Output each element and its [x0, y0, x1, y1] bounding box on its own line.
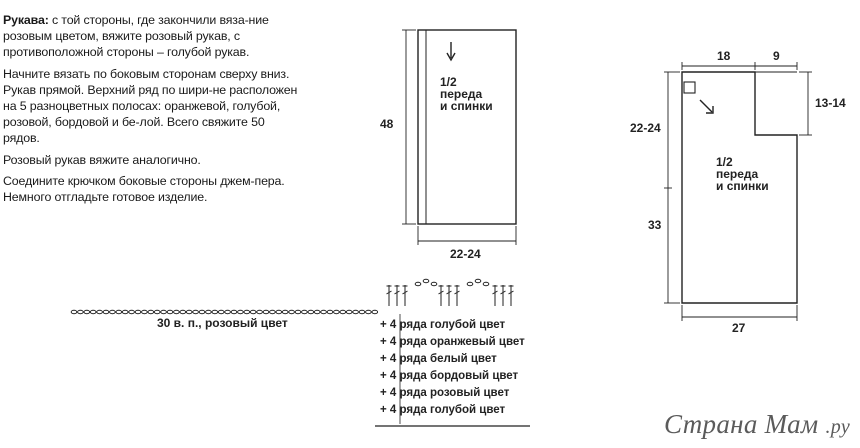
row-item: + 4 ряда голубой цвет [380, 319, 506, 331]
chain-stitch [308, 310, 314, 313]
left-schematic [402, 30, 516, 245]
chain-stitch [372, 310, 378, 313]
chain-stitch [340, 310, 346, 313]
chain-stitch [302, 310, 308, 313]
chain-stitch-row [71, 310, 377, 313]
chain-stitch [180, 310, 186, 313]
chain-stitch [122, 310, 128, 313]
chain-stitch [199, 310, 205, 313]
chain-stitch [225, 310, 231, 313]
right-bottom-width-label: 27 [732, 321, 746, 335]
left-panel-label-back: и спинки [440, 99, 493, 113]
chain-stitch [359, 310, 365, 313]
chain-loop [423, 279, 429, 282]
left-panel-label-fraction: 1/2 [440, 75, 457, 89]
chain-stitch [321, 310, 327, 313]
chain-stitch [327, 310, 333, 313]
chain-stitch [218, 310, 224, 313]
row-item: + 4 ряда бордовый цвет [380, 370, 519, 382]
left-width-label: 22-24 [450, 247, 481, 261]
chain-stitch [129, 310, 135, 313]
chain-stitch [135, 310, 141, 313]
chain-stitch [186, 310, 192, 313]
watermark-text: Страна Мам [664, 409, 819, 439]
chain-stitch [212, 310, 218, 313]
row-item: + 4 ряда белый цвет [380, 353, 497, 365]
right-neck-width-label: 9 [773, 49, 780, 63]
chain-stitch [97, 310, 103, 313]
chain-stitch [244, 310, 250, 313]
chain-loops-upper [415, 279, 489, 285]
chain-stitch [334, 310, 340, 313]
chain-stitch [148, 310, 154, 313]
chain-stitch [78, 310, 84, 313]
chain-stitch [353, 310, 359, 313]
sleeves-text: с той стороны, где закончили вяза-ние розовым цветом, вяжите розовый рукав, с противоположной стороны – голубой рукав. [3, 13, 269, 60]
chain-stitch [366, 310, 372, 313]
right-top-width-label: 18 [717, 49, 731, 63]
left-direction-arrow-icon [447, 42, 455, 60]
chain-stitch [193, 310, 199, 313]
chain-stitch [238, 310, 244, 313]
chain-stitch [167, 310, 173, 313]
chain-stitch [161, 310, 167, 313]
chain-stitch [174, 310, 180, 313]
row-item: + 4 ряда розовый цвет [380, 387, 510, 399]
chain-stitch [71, 310, 77, 313]
watermark-logo [664, 409, 850, 440]
chain-stitch [142, 310, 148, 313]
chain-loop [415, 282, 421, 285]
chain-stitch [103, 310, 109, 313]
chain-stitch [250, 310, 256, 313]
chain-stitch [257, 310, 263, 313]
row-item: + 4 ряда голубой цвет [380, 404, 506, 416]
chain-stitch [276, 310, 282, 313]
chain-stitch [206, 310, 212, 313]
right-lower-height-label: 33 [648, 218, 662, 232]
watermark-suffix: .ру [825, 416, 850, 438]
chain-stitch [270, 310, 276, 313]
chain-stitch [289, 310, 295, 313]
chain-stitch [154, 310, 160, 313]
knitting-paragraph: Начните вязать по боковым сторонам сверху вниз. Рукав прямой. Верхний ряд по шири-не расположен на 5 разноцветных полосах: оранжевой, голубой, розовой, бордовой и бе-лой. Всего свяжите 50 рядов. [3, 66, 298, 146]
chain-loop [431, 282, 437, 285]
right-neck-depth-label: 13-14 [815, 96, 846, 110]
assembly-paragraph: Соедините крючком боковые стороны джем-пера. Немного отгладьте готовое изделие. [3, 173, 285, 205]
chain-loop [483, 282, 489, 285]
chain-stitch [116, 310, 122, 313]
chain-loop [475, 279, 481, 282]
chain-stitch [282, 310, 288, 313]
chain-stitch [84, 310, 90, 313]
right-corner-mark [684, 82, 695, 93]
chain-stitch [90, 310, 96, 313]
treble-stitch-groups [387, 285, 514, 306]
chain-stitch [346, 310, 352, 313]
left-panel-label-front: переда [440, 87, 483, 101]
right-panel-label-front: переда [716, 167, 759, 181]
row-item: + 4 ряда оранжевый цвет [380, 336, 525, 348]
sleeves-heading: Рукава: [3, 13, 49, 27]
chain-stitch [295, 310, 301, 313]
left-panel-outline [418, 30, 516, 224]
right-direction-arrow-icon [700, 100, 713, 113]
chain-stitch [314, 310, 320, 313]
pink-sleeve-paragraph: Розовый рукав вяжите аналогично. [3, 152, 201, 167]
chain-loop [467, 282, 473, 285]
right-panel-label-back: и спинки [716, 179, 769, 193]
chain-stitch [231, 310, 237, 313]
chain-label: 30 в. п., розовый цвет [157, 316, 288, 330]
left-height-label: 48 [380, 117, 394, 131]
right-panel-label-fraction: 1/2 [716, 155, 733, 169]
right-upper-height-label: 22-24 [630, 121, 661, 135]
chain-stitch [110, 310, 116, 313]
chain-stitch [263, 310, 269, 313]
